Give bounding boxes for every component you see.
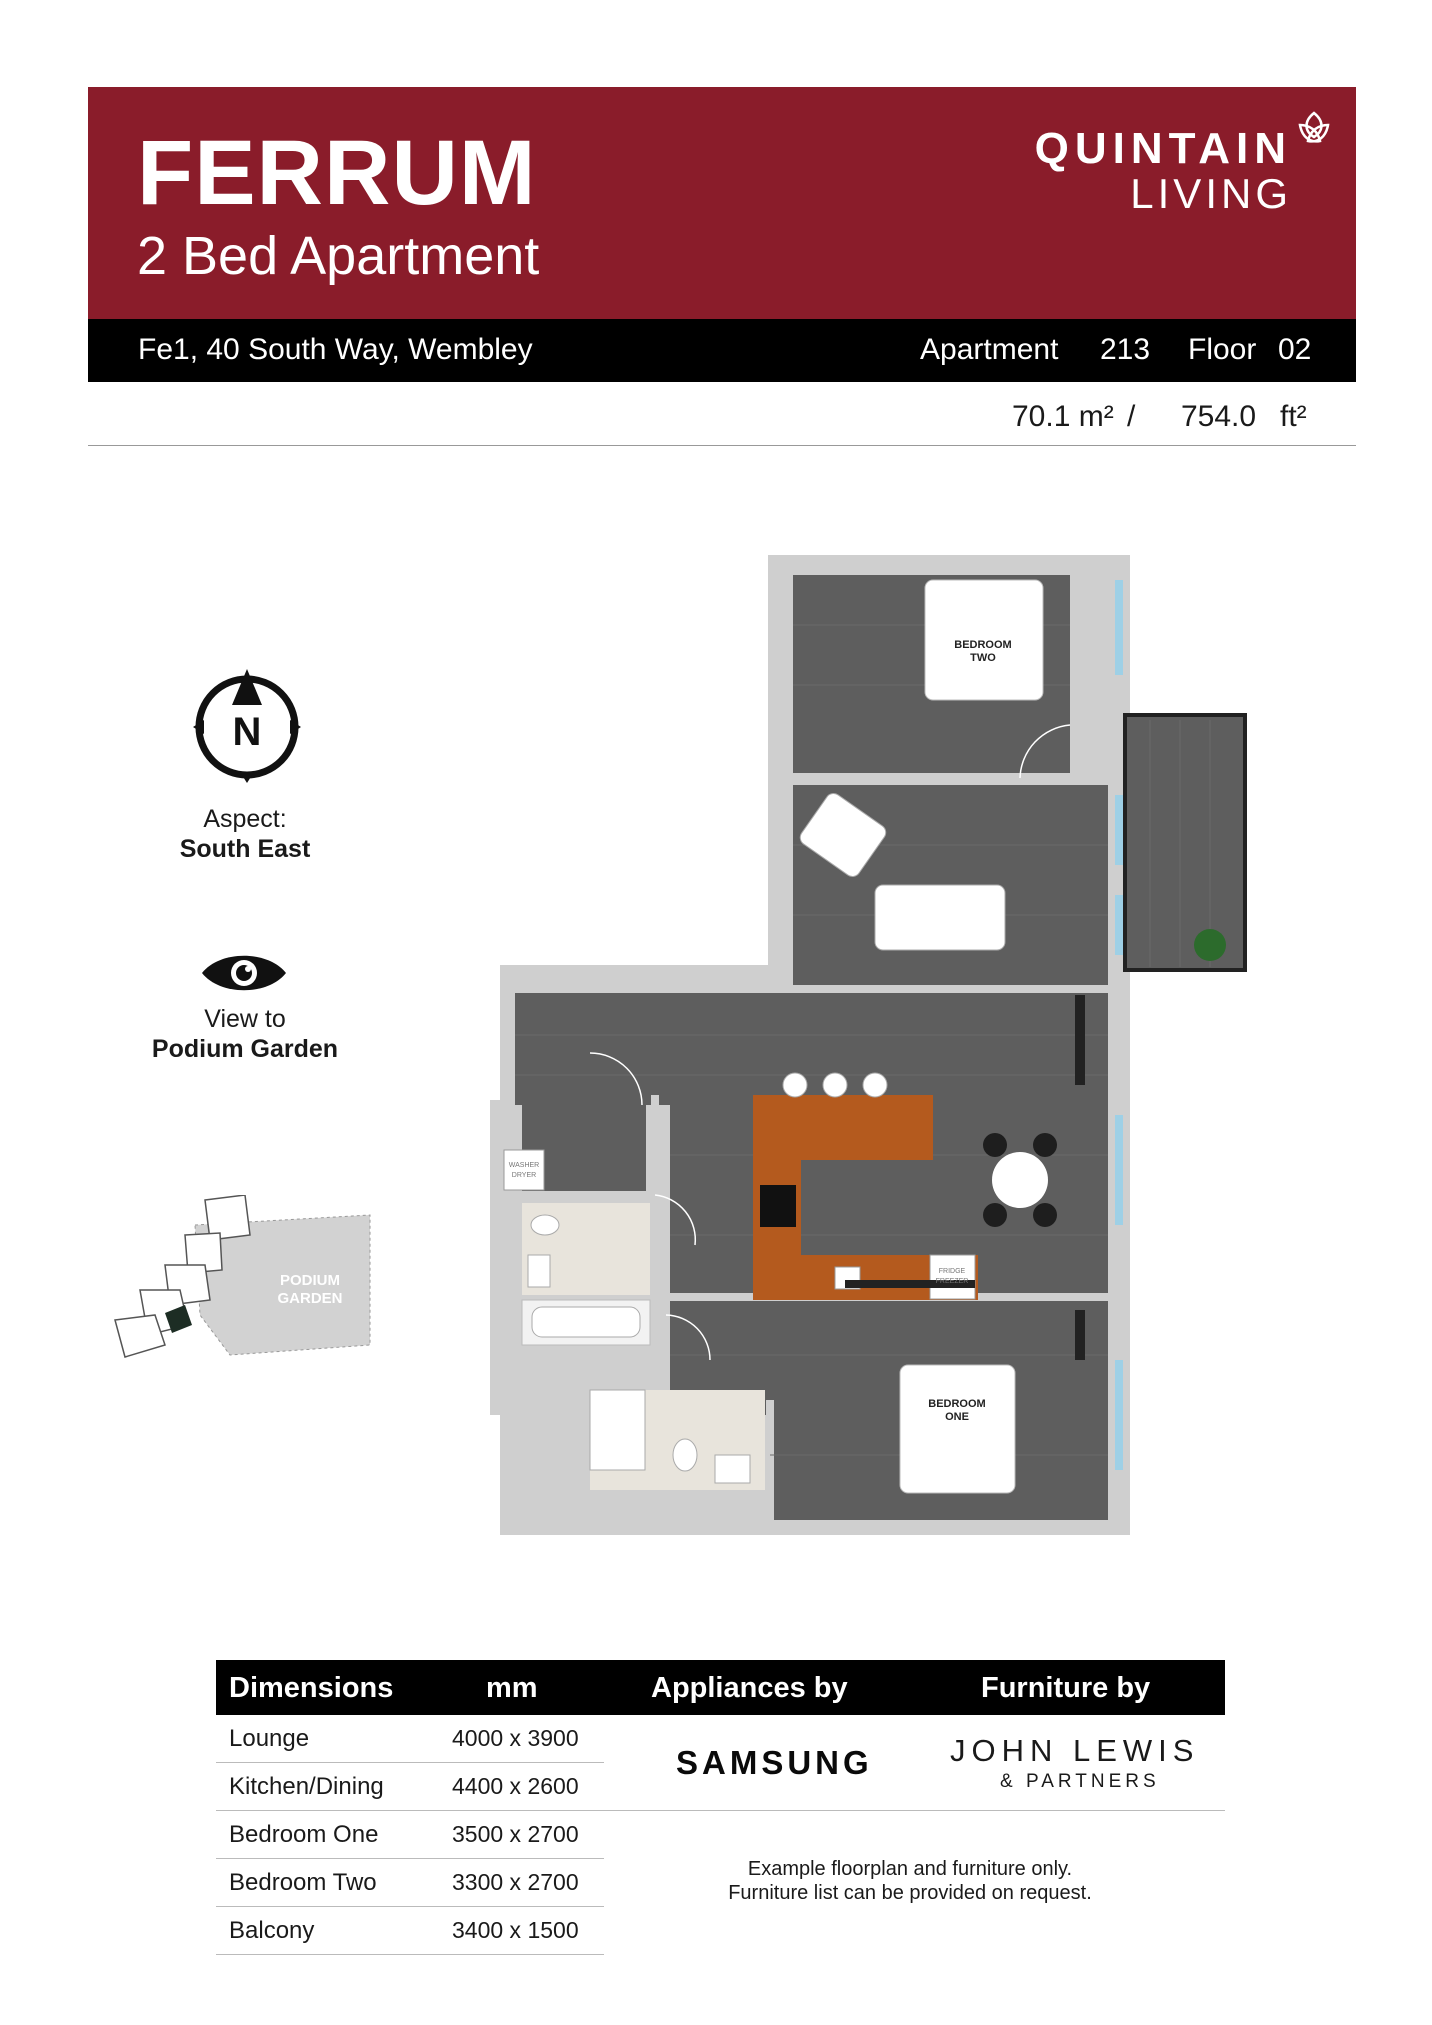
room-size: 3400 x 1500 [452, 1917, 579, 1943]
floor-number: 02 [1278, 333, 1312, 366]
header-appliances: Appliances by [651, 1672, 848, 1704]
header-mm: mm [486, 1672, 538, 1704]
room-size: 4000 x 3900 [452, 1725, 579, 1751]
room-size: 4400 x 2600 [452, 1773, 579, 1799]
bedroom-two-label-1: BEDROOM [954, 639, 1012, 651]
john-lewis-sub: & PARTNERS [1000, 1771, 1160, 1792]
divider [604, 1810, 1225, 1811]
area-sqm: 70.1 m² [1012, 400, 1114, 433]
room-name: Bedroom One [229, 1821, 379, 1848]
quintain-logo-icon [1292, 107, 1336, 151]
room-name: Lounge [229, 1725, 310, 1752]
address-text: Fe1, 40 South Way, Wembley [138, 333, 533, 366]
table-row [216, 1763, 604, 1811]
eye-icon [200, 948, 288, 998]
compass-letter: N [232, 710, 262, 754]
divider [88, 445, 1356, 446]
bedroom-two-label-2: TWO [970, 652, 996, 664]
aspect-value: South East [179, 835, 311, 863]
apartment-number: 213 [1100, 333, 1151, 366]
keyplan-label-1: PODIUM [280, 1272, 340, 1289]
fridge-label-2: FREEZER [935, 1278, 969, 1285]
room-name: Bedroom Two [229, 1869, 377, 1896]
floor-label: Floor [1188, 333, 1257, 366]
development-title: FERRUM [137, 122, 537, 224]
area-sqft-unit: ft² [1280, 400, 1307, 433]
keyplan-label-2: GARDEN [277, 1290, 343, 1307]
table-row [216, 1907, 604, 1955]
table-row [216, 1811, 604, 1859]
area-sqft: 754.0 [1181, 400, 1257, 433]
fridge-label-1: FRIDGE [938, 1268, 966, 1275]
spec-table-header [216, 1660, 1225, 1715]
aspect-label: Aspect: [203, 805, 287, 833]
address-bar [88, 319, 1356, 382]
header-furniture: Furniture by [981, 1672, 1151, 1704]
table-row [216, 1715, 604, 1763]
header-band [88, 87, 1356, 319]
disclaimer-line-1: Example floorplan and furniture only. [747, 1858, 1073, 1880]
area-separator: / [1127, 400, 1136, 433]
view-label: View to [204, 1005, 286, 1033]
washer-label-2: DRYER [511, 1172, 537, 1179]
view-value: Podium Garden [151, 1035, 339, 1063]
samsung-logo: SAMSUNG [676, 1744, 873, 1781]
bedroom-one-label-1: BEDROOM [928, 1398, 986, 1410]
john-lewis-logo: JOHN LEWIS [950, 1733, 1200, 1768]
brand-name: QUINTAIN [1034, 124, 1292, 173]
bedroom-one-label-2: ONE [945, 1411, 969, 1423]
brand-subname: LIVING [1130, 170, 1292, 217]
table-row [216, 1859, 604, 1907]
room-size: 3500 x 2700 [452, 1821, 579, 1847]
room-name: Kitchen/Dining [229, 1773, 384, 1800]
floor-plan [490, 555, 1260, 1535]
washer-label-1: WASHER [508, 1162, 540, 1169]
header-dimensions: Dimensions [229, 1672, 394, 1704]
room-size: 3300 x 2700 [452, 1869, 579, 1895]
compass-icon [190, 665, 305, 785]
key-plan [110, 1195, 380, 1375]
disclaimer-line-2: Furniture list can be provided on request. [728, 1882, 1092, 1904]
room-name: Balcony [229, 1917, 315, 1944]
apartment-type: 2 Bed Apartment [137, 226, 540, 286]
apartment-label: Apartment [920, 333, 1059, 366]
